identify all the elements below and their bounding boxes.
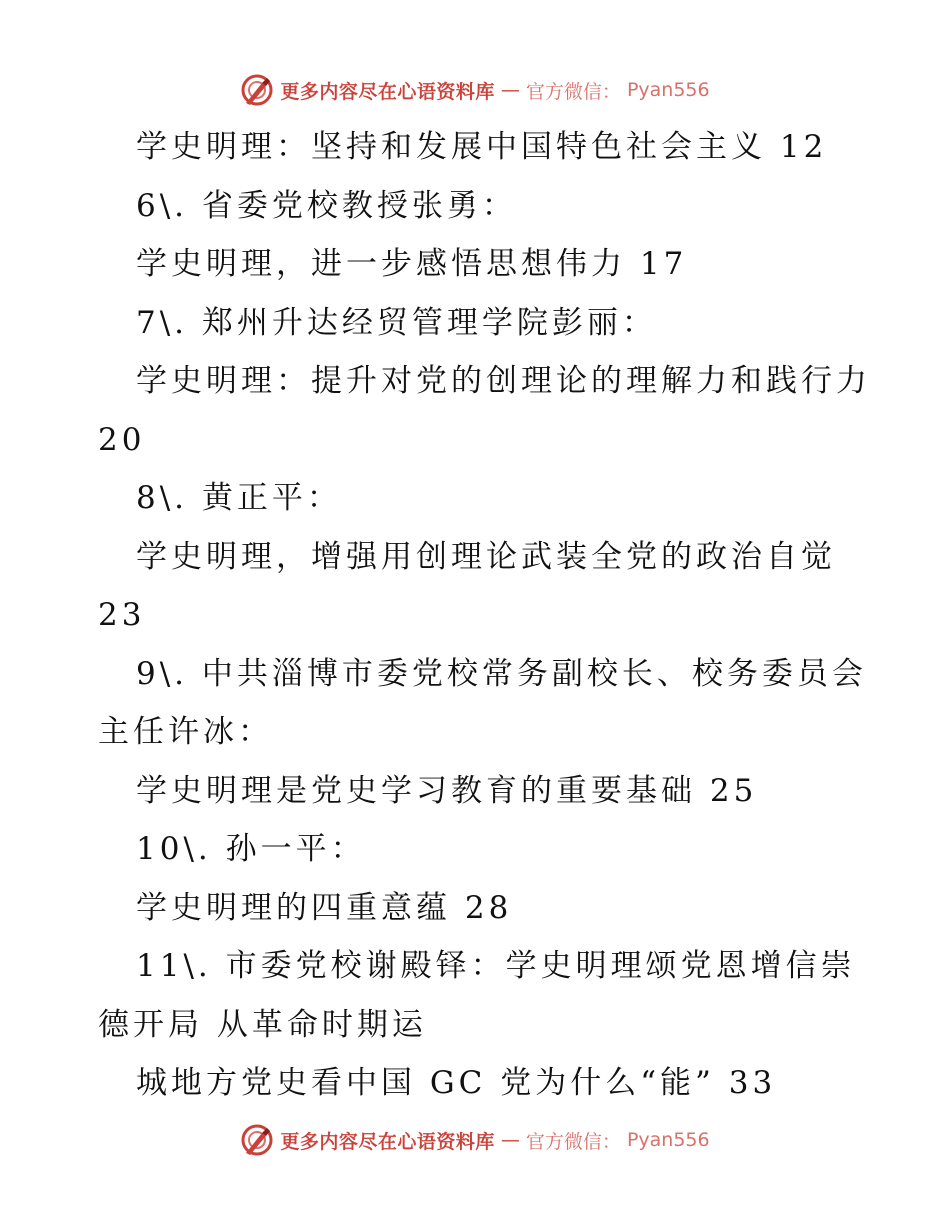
header-official-label: 官方微信： [525,80,621,103]
footer-banner-text: 更多内容尽在心语资料库 [280,1130,495,1153]
header-banner-dash: — [500,79,520,101]
footer-watermark-banner [0,1120,950,1160]
header-watermark-banner [0,70,950,110]
header-wechat-id: Pyan556 [626,79,710,101]
toc-line: 学史明理，进一步感悟思想伟力 17 [136,246,688,282]
toc-line: 德开局 从革命时期运 [98,1006,427,1043]
toc-line: 6\. 省委党校教授张勇： [136,187,517,224]
toc-line: 学史明理是党史学习教育的重要基础 25 [136,772,758,809]
toc-line: 主任许冰： [98,714,273,750]
toc-line: 学史明理，增强用创理论武装全党的政治自觉 [136,538,836,575]
footer-official-label: 官方微信： [525,1130,621,1153]
toc-line: 10\. 孙一平： [136,831,366,867]
toc-line: 8\. 黄正平： [136,480,342,516]
toc-line: 城地方党史看中国 GC 党为什么“能” 33 [136,1065,777,1101]
toc-line: 9\. 中共淄博市委党校常务副校长、校务委员会 [136,655,867,692]
footer-banner-dash: — [500,1129,520,1151]
toc-line: 23 [98,597,146,633]
toc-line: 学史明理：坚持和发展中国特色社会主义 12 [136,129,828,165]
toc-line: 学史明理的四重意蕴 28 [136,889,513,926]
footer-wechat-id: Pyan556 [626,1129,710,1151]
toc-line: 学史明理：提升对党的创理论的理解力和践行力 [136,363,871,399]
toc-line: 20 [98,421,146,458]
pen-logo-icon [240,73,274,107]
header-banner-text: 更多内容尽在心语资料库 [280,80,495,103]
toc-line: 11\. 市委党校谢殿铎：学史明理颂党恩增信崇 [136,948,856,984]
pen-logo-icon [240,1123,274,1157]
toc-content [98,118,871,1113]
toc-line: 7\. 郑州升达经贸管理学院彭丽： [136,304,657,341]
